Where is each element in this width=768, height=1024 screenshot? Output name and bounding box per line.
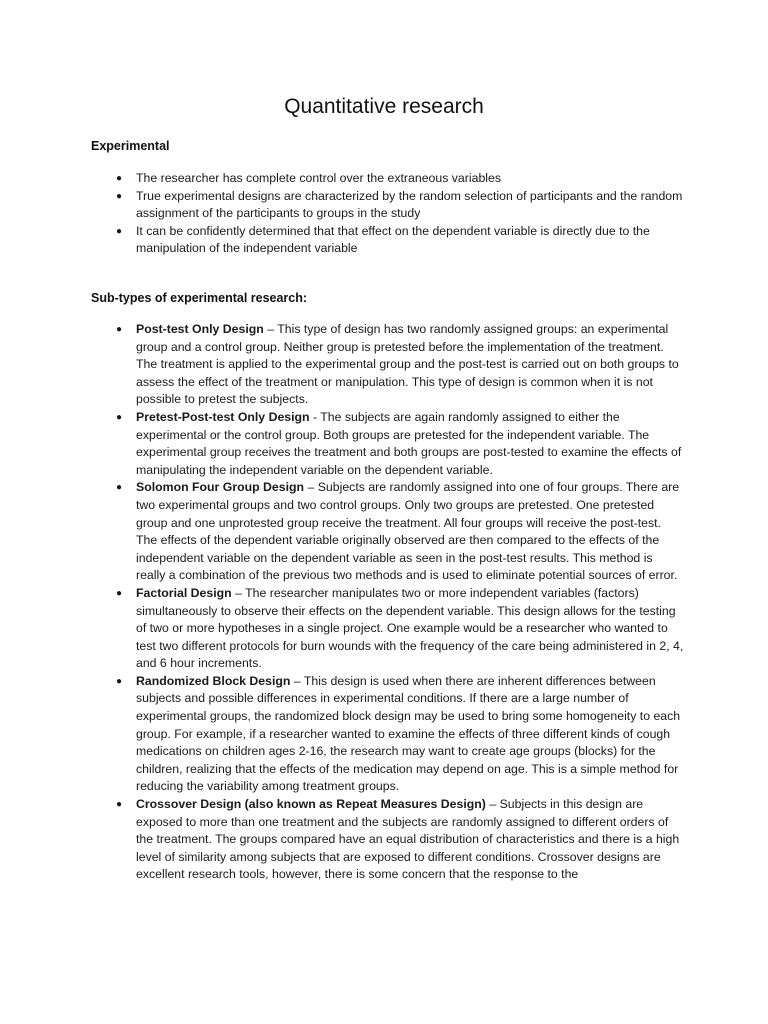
- list-item: [116, 409, 684, 479]
- experimental-bullet-list: [116, 170, 684, 258]
- list-item: [116, 796, 684, 884]
- bullet-icon: ●: [116, 411, 123, 423]
- list-item: [116, 673, 684, 796]
- list-item-text: True experimental designs are characterized by the random selection of participants and the random assignment of the participants to groups in the study: [136, 188, 683, 221]
- list-item: [116, 321, 684, 409]
- design-description: – The researcher manipulates two or more independent variables (factors) simultaneously to observe their effects on the dependent variable. This design allows for the testing of two or more hypotheses in a single project. One example would be a researcher who wanted to test two different protocols for burn wounds with the frequency of the care being administered in 2, 4, and 6 hour increments.: [136, 585, 684, 671]
- design-description: – Subjects are randomly assigned into one of four groups. There are two experimental groups and two control groups. Only two groups are pretested. One pretested group and one unprotested group receive the treatment. All four groups will receive the post-test. The effects of the dependent variable originally observed are then compared to the effects of the independent variable on the dependent variable as seen in the post-test results. This method is really a combination of the previous two methods and is used to eliminate potential sources of error.: [136, 480, 680, 583]
- bullet-icon: ●: [116, 482, 123, 494]
- design-term: Crossover Design (also known as Repeat Measures Design): [136, 797, 486, 812]
- bullet-icon: ●: [116, 225, 123, 237]
- bullet-icon: ●: [116, 675, 123, 687]
- design-description: – This type of design has two randomly assigned groups: an experimental group and a control group. Neither group is pretested before the implementation of the treatment. The treatment is applied to the experimental group and the post-test is carried out on both groups to assess the effect of the treatment or manipulation. This type of design is common when it is not possible to pretest the subjects.: [136, 322, 679, 407]
- list-item: [116, 170, 684, 188]
- bullet-icon: ●: [116, 324, 123, 335]
- design-term: Factorial Design: [136, 585, 232, 600]
- list-item: [116, 585, 684, 673]
- bullet-icon: ●: [116, 173, 123, 184]
- design-term: Solomon Four Group Design: [136, 480, 305, 495]
- bullet-icon: ●: [116, 190, 123, 202]
- design-description: – Subjects in this design are exposed to more than one treatment and the subjects are randomly assigned to different orders of the treatment. The groups compared have an equal distribution of characteristics and there is a high level of similarity among subjects that are exposed to different conditions. Crossover designs are excellent research tools, however, there is some concern that the response to the: [136, 797, 680, 882]
- design-term: Pretest-Post-test Only Design: [136, 409, 310, 424]
- design-description: – This design is used when there are inherent differences between subjects and possible differences in experimental conditions. If there are a large number of experimental groups, the randomized block design may be used to bring some homogeneity to each group. For example, if a researcher wanted to examine the effects of three different kinds of cough medications on children ages 2-16, the research may want to create age groups (blocks) for the children, realizing that the effects of the medication may depend on age. This is a simple method for reducing the variability among treatment groups.: [136, 673, 681, 794]
- section-heading-experimental: Experimental: [91, 139, 170, 153]
- design-term: Post-test Only Design: [136, 322, 264, 336]
- list-item-text: The researcher has complete control over the extraneous variables: [136, 171, 501, 185]
- bullet-icon: ●: [116, 799, 123, 811]
- list-item: [116, 223, 684, 258]
- bullet-icon: ●: [116, 587, 123, 599]
- list-item-text: It can be confidently determined that that effect on the dependent variable is directly due to the manipulation of the independent variable: [136, 223, 650, 256]
- section-heading-subtypes: Sub-types of experimental research:: [91, 291, 308, 305]
- subtypes-bullet-list: [116, 321, 684, 884]
- list-item: [116, 479, 684, 585]
- design-term: Randomized Block Design: [136, 673, 291, 688]
- design-description: - The subjects are again randomly assigned to either the experimental or the control group. Both groups are pretested for the independent variable. The experimental group receives the treatment and both groups are post-tested to examine the effects of manipulating the independent variable on the dependent variable.: [136, 409, 682, 477]
- list-item: [116, 188, 684, 223]
- document-title: Quantitative research: [284, 95, 484, 118]
